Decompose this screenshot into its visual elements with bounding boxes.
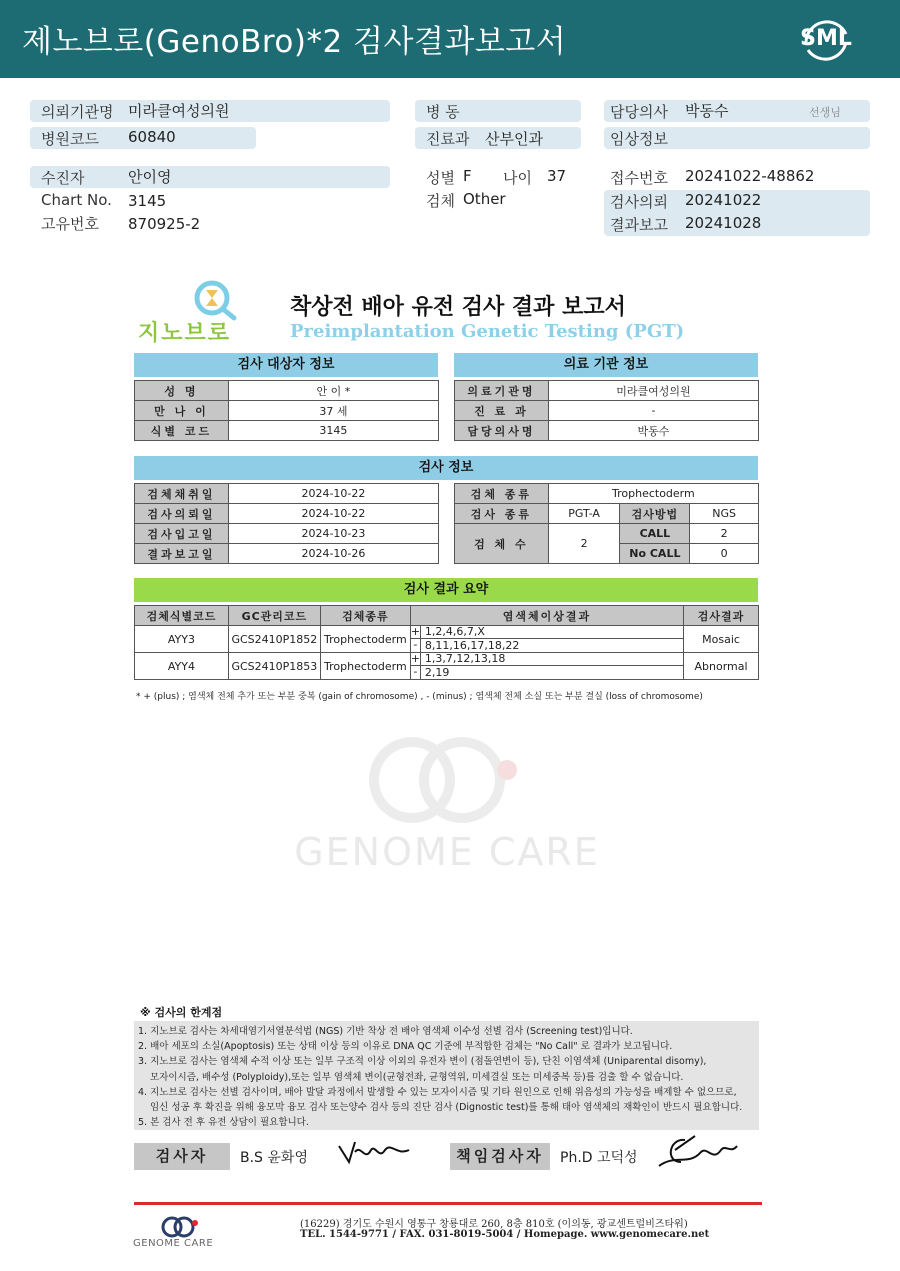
result-report-value: 20241028: [685, 214, 762, 232]
limitation-line: 2. 배아 세포의 소실(Apoptosis) 또는 상태 이상 등의 이유로 DNA QC 기준에 부적합한 검체는 "No Call" 로 결과가 보고됩니다.: [138, 1041, 673, 1053]
request-date-label: 검사의뢰일: [135, 504, 229, 524]
col-chromosome-result: 염색체이상결과: [410, 606, 683, 626]
minus-sign: -: [411, 639, 421, 652]
age-value: 37: [547, 167, 567, 185]
sex-value: F: [463, 167, 472, 185]
institution-label: 의뢰기관명: [41, 103, 114, 121]
nocall-value: 0: [690, 544, 759, 564]
test-type-value: PGT-A: [548, 504, 620, 524]
request-date-value: 2024-10-22: [228, 504, 438, 524]
table-header-row: [135, 606, 759, 626]
test-request-value: 20241022: [685, 191, 762, 209]
table-row: [455, 421, 759, 441]
tester-name: B.S 윤화영: [240, 1150, 308, 1166]
table-row: [135, 544, 439, 564]
table-row: [135, 504, 439, 524]
plus-sign: +: [410, 624, 421, 638]
collection-date-label: 검체채취일: [135, 484, 229, 504]
inst-dept-label: 진 료 과: [455, 401, 549, 421]
table-row: [135, 401, 439, 421]
row2-id: AYY4: [135, 653, 229, 680]
row1-result: Mosaic: [684, 626, 759, 653]
clinical-info-label: 임상정보: [610, 130, 668, 148]
specimen-type-label: 검체 종류: [455, 484, 549, 504]
doctor-suffix: 선생님: [809, 106, 841, 119]
report-date-value: 2024-10-26: [228, 544, 438, 564]
limitation-line: 모자이시즘, 배수성 (Polyploidy),또는 일부 염색체 변이(균형전좌, 균형역위, 미세결실 또는 미세중복 등)를 검출 할 수 없습니다.: [150, 1071, 684, 1083]
row2-type: Trophectoderm: [320, 653, 410, 680]
subject-name-value: 안 이 *: [228, 381, 438, 401]
row2-result: Abnormal: [684, 653, 759, 680]
genobro-logo-text: 지노브로: [138, 321, 232, 346]
inst-doctor-value: 박동수: [548, 421, 758, 441]
inst-name-label: 의료기관명: [455, 381, 549, 401]
limitations-title: ※ 검사의 한계점: [140, 1006, 223, 1019]
sml-logo: [798, 12, 854, 68]
institution-section-header: 의료 기관 정보: [454, 353, 758, 377]
inst-name-value: 미라클여성의원: [548, 381, 758, 401]
row1-chromosomes: [410, 626, 683, 653]
chart-no-value: 3145: [128, 192, 167, 210]
table-row: [455, 524, 759, 544]
inst-dept-value: -: [548, 401, 758, 421]
test-type-label: 검사 종류: [455, 504, 549, 524]
inst-doctor-label: 담당의사명: [455, 421, 549, 441]
result-report-label: 결과보고: [610, 216, 668, 234]
footer-divider: [134, 1202, 762, 1205]
unique-no-value: 870925-2: [128, 215, 201, 233]
plus-sign: +: [410, 651, 421, 665]
subject-age-value: 37 세: [228, 401, 438, 421]
header-bar: [0, 0, 900, 78]
subject-name-label: 성 명: [135, 381, 229, 401]
minus-sign: -: [411, 666, 421, 679]
report-subtitle: Preimplantation Genetic Testing (PGT): [290, 321, 685, 342]
specimen-count-value: 2: [548, 524, 620, 564]
chief-tester-label: 책임검사자: [450, 1143, 550, 1170]
hospital-code-value: 60840: [128, 128, 176, 146]
summary-header: 검사 결과 요약: [134, 578, 758, 602]
table-row: [135, 421, 439, 441]
subject-id-label: 식별 코드: [135, 421, 229, 441]
ward-label: 병 동: [426, 103, 460, 121]
specimen-type-value: Trophectoderm: [548, 484, 758, 504]
footnote: * + (plus) ; 염색체 전체 추가 또는 부분 중복 (gain of chromosome) , - (minus) ; 염색체 전체 소실 또는 부분 결실 (loss of chromosome): [136, 692, 703, 702]
page-title: 제노브로(GenoBro)*2 검사결과보고서: [22, 24, 567, 60]
col-test-result: 검사결과: [684, 606, 759, 626]
unique-no-label: 고유번호: [41, 215, 99, 233]
age-label: 나이: [503, 169, 532, 187]
sml-logo-text: SML: [800, 26, 852, 51]
receipt-no-value: 20241022-48862: [685, 167, 815, 185]
receipt-date-value: 2024-10-23: [228, 524, 438, 544]
receipt-date-label: 검사입고일: [135, 524, 229, 544]
test-info-header: 검사 정보: [134, 456, 758, 480]
test-details-table: [454, 483, 759, 564]
table-row: [135, 626, 759, 653]
row2-plus: 1,3,7,12,13,18: [424, 652, 506, 665]
limitation-line: 1. 지노브로 검사는 차세대염기서열분석법 (NGS) 기반 착상 전 배아 염색체 이수성 선별 검사 (Screening test)입니다.: [138, 1026, 633, 1037]
test-method-label: 검사방법: [620, 504, 690, 524]
limitation-line: 4. 지노브로 검사는 선별 검사이며, 배아 발달 과정에서 발생할 수 있는 모자이시즘 및 기타 원인으로 인해 위음성의 가능성을 배제할 수 없으므로,: [138, 1086, 737, 1098]
subject-section-header: 검사 대상자 정보: [134, 353, 438, 377]
collection-date-value: 2024-10-22: [228, 484, 438, 504]
report-title: 착상전 배아 유전 검사 결과 보고서: [290, 295, 626, 320]
department-value: 산부인과: [485, 130, 543, 148]
chief-signature-icon: [655, 1132, 740, 1172]
tester-signature-icon: [335, 1136, 415, 1170]
limitation-line: 5. 본 검사 전 후 유전 상담이 필요합니다.: [138, 1117, 309, 1129]
specimen-value: Other: [463, 190, 506, 208]
patient-value: 안이영: [128, 168, 172, 186]
test-dates-table: [134, 483, 439, 564]
sex-label: 성별: [426, 169, 455, 187]
table-row: [135, 524, 439, 544]
test-request-label: 검사의뢰: [610, 193, 668, 211]
chart-no-label: Chart No.: [41, 191, 112, 209]
tester-label: 검사자: [134, 1143, 230, 1170]
row2-chromosomes: [410, 653, 683, 680]
table-row: [455, 484, 759, 504]
institution-table: [454, 380, 759, 441]
row1-gc: GCS2410P1852: [228, 626, 320, 653]
row1-plus: 1,2,4,6,7,X: [424, 625, 485, 638]
footer-address: (16229) 경기도 수원시 영통구 창룡대로 260, 8층 810호 (이의동, 광교센트럴비즈타워): [300, 1219, 688, 1230]
department-label: 진료과: [426, 130, 470, 148]
genome-care-logo-icon: [158, 1214, 200, 1240]
row2-minus: 2,19: [424, 665, 450, 679]
doctor-value: 박동수: [685, 102, 729, 120]
row1-type: Trophectoderm: [320, 626, 410, 653]
table-row: [455, 381, 759, 401]
call-value: 2: [690, 524, 759, 544]
specimen-label: 검체: [426, 192, 455, 210]
watermark: [272, 730, 622, 875]
table-row: [135, 484, 439, 504]
specimen-count-label: 검 체 수: [455, 524, 549, 564]
row1-id: AYY3: [135, 626, 229, 653]
test-method-value: NGS: [690, 504, 759, 524]
summary-table: [134, 605, 759, 680]
doctor-label: 담당의사: [610, 103, 668, 121]
call-label: CALL: [620, 524, 690, 544]
table-row: [455, 504, 759, 524]
report-date-label: 결과보고일: [135, 544, 229, 564]
limitations-box: [134, 1021, 759, 1130]
col-specimen-type: 검체종류: [320, 606, 410, 626]
chief-tester-name: Ph.D 고덕성: [560, 1150, 638, 1166]
subject-age-label: 만 나 이: [135, 401, 229, 421]
patient-label: 수진자: [41, 169, 85, 187]
row2-gc: GCS2410P1853: [228, 653, 320, 680]
institution-value: 미라클여성의원: [128, 102, 230, 120]
subject-table: [134, 380, 439, 441]
table-row: [135, 653, 759, 680]
col-specimen-id: 검체식별코드: [135, 606, 229, 626]
limitation-line: 3. 지노브로 검사는 염색체 수적 이상 또는 일부 구조적 이상 이외의 유전자 변이 (점돌연변이 등), 단친 이염색체 (Uniparental disomy),: [138, 1056, 707, 1068]
limitation-line: 임신 성공 후 확진을 위해 융모막 융모 검사 또는양수 검사 등의 진단 검사 (Dignostic test)를 통해 태아 염색체의 재확인이 반드시 필요합니다.: [150, 1102, 743, 1114]
table-row: [455, 401, 759, 421]
nocall-label: No CALL: [620, 544, 690, 564]
col-gc-code: GC관리코드: [228, 606, 320, 626]
table-row: [135, 381, 439, 401]
footer-contact: TEL. 1544-9771 / FAX. 031-8019-5004 / Homepage. www.genomecare.net: [300, 1229, 710, 1240]
row1-minus: 8,11,16,17,18,22: [424, 638, 520, 652]
receipt-no-label: 접수번호: [610, 169, 668, 187]
subject-id-value: 3145: [228, 421, 438, 441]
genome-care-watermark-icon: [272, 730, 622, 830]
genome-care-logo-text: GENOME CARE: [133, 1238, 214, 1248]
watermark-text: GENOME CARE: [294, 830, 600, 874]
hospital-code-label: 병원코드: [41, 130, 99, 148]
